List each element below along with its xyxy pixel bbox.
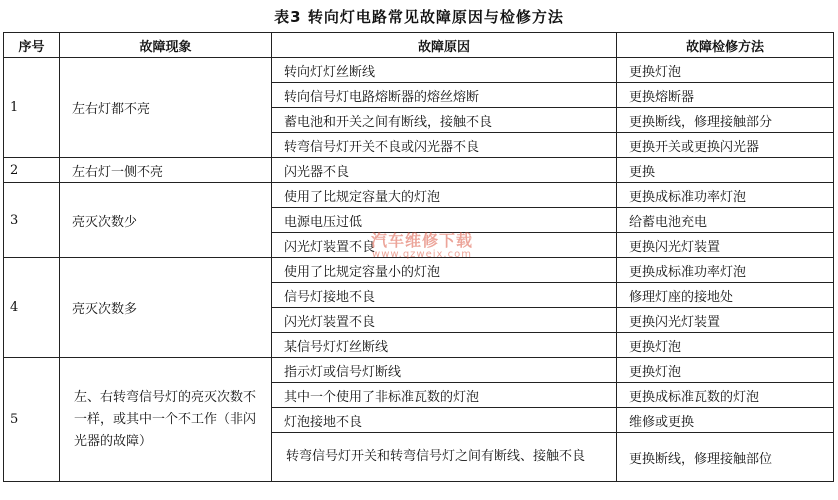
fault-symptom: 亮灭次数多 (60, 258, 272, 358)
fault-cause: 转弯信号灯开关和转弯信号灯之间有断线、接触不良 (272, 433, 617, 482)
repair-method: 更换熔断器 (617, 83, 834, 108)
fault-cause: 指示灯或信号灯断线 (272, 358, 617, 383)
fault-cause: 使用了比规定容量大的灯泡 (272, 183, 617, 208)
watermark-url: www.qzweix.com (372, 249, 472, 260)
repair-method: 更换灯泡 (617, 58, 834, 83)
repair-method: 更换开关或更换闪光器 (617, 133, 834, 158)
fault-cause: 转弯信号灯开关不良或闪光器不良 (272, 133, 617, 158)
header-cause: 故障原因 (272, 33, 617, 58)
fault-cause: 闪光灯装置不良 (272, 308, 617, 333)
fault-cause: 闪光灯装置不良 (272, 233, 617, 258)
fault-cause: 电源电压过低 (272, 208, 617, 233)
header-no: 序号 (4, 33, 60, 58)
fault-symptom: 左右灯一侧不亮 (60, 158, 272, 183)
repair-method: 更换灯泡 (617, 358, 834, 383)
fault-symptom: 左右灯都不亮 (60, 58, 272, 158)
repair-method: 更换断线，修理接触部位 (617, 433, 834, 482)
table-row (4, 183, 834, 208)
header-fix: 故障检修方法 (617, 33, 834, 58)
repair-method: 更换成标准功率灯泡 (617, 258, 834, 283)
fault-symptom: 亮灭次数少 (60, 183, 272, 258)
repair-method: 更换断线，修理接触部分 (617, 108, 834, 133)
repair-method: 更换成标准功率灯泡 (617, 183, 834, 208)
table-row (4, 258, 834, 283)
repair-method: 修理灯座的接地处 (617, 283, 834, 308)
repair-method: 更换闪光灯装置 (617, 308, 834, 333)
fault-cause: 灯泡接地不良 (272, 408, 617, 433)
fault-cause: 闪光器不良 (272, 158, 617, 183)
watermark-text: 汽车维修下载 (370, 231, 473, 250)
header-symptom: 故障现象 (60, 33, 272, 58)
fault-table (3, 32, 834, 482)
table-title: 表3 转向灯电路常见故障原因与检修方法 (274, 8, 564, 26)
fault-cause: 某信号灯灯丝断线 (272, 333, 617, 358)
repair-method: 维修或更换 (617, 408, 834, 433)
fault-cause: 转向灯灯丝断线 (272, 58, 617, 83)
fault-symptom: 左、右转弯信号灯的亮灭次数不一样，或其中一个不工作（非闪光器的故障） (60, 358, 272, 482)
table-row (4, 158, 834, 183)
repair-method: 更换闪光灯装置 (617, 233, 834, 258)
fault-cause: 使用了比规定容量小的灯泡 (272, 258, 617, 283)
fault-cause: 信号灯接地不良 (272, 283, 617, 308)
fault-cause: 蓄电池和开关之间有断线，接触不良 (272, 108, 617, 133)
row-number: 1 (4, 58, 60, 158)
repair-method: 给蓄电池充电 (617, 208, 834, 233)
row-number: 5 (4, 358, 60, 482)
repair-method: 更换灯泡 (617, 333, 834, 358)
repair-method: 更换 (617, 158, 834, 183)
table-row (4, 58, 834, 83)
row-number: 3 (4, 183, 60, 258)
header-row (4, 33, 834, 58)
row-number: 4 (4, 258, 60, 358)
row-number: 2 (4, 158, 60, 183)
repair-method: 更换成标准瓦数的灯泡 (617, 383, 834, 408)
fault-cause: 其中一个使用了非标准瓦数的灯泡 (272, 383, 617, 408)
fault-cause: 转向信号灯电路熔断器的熔丝熔断 (272, 83, 617, 108)
table-row (4, 358, 834, 383)
